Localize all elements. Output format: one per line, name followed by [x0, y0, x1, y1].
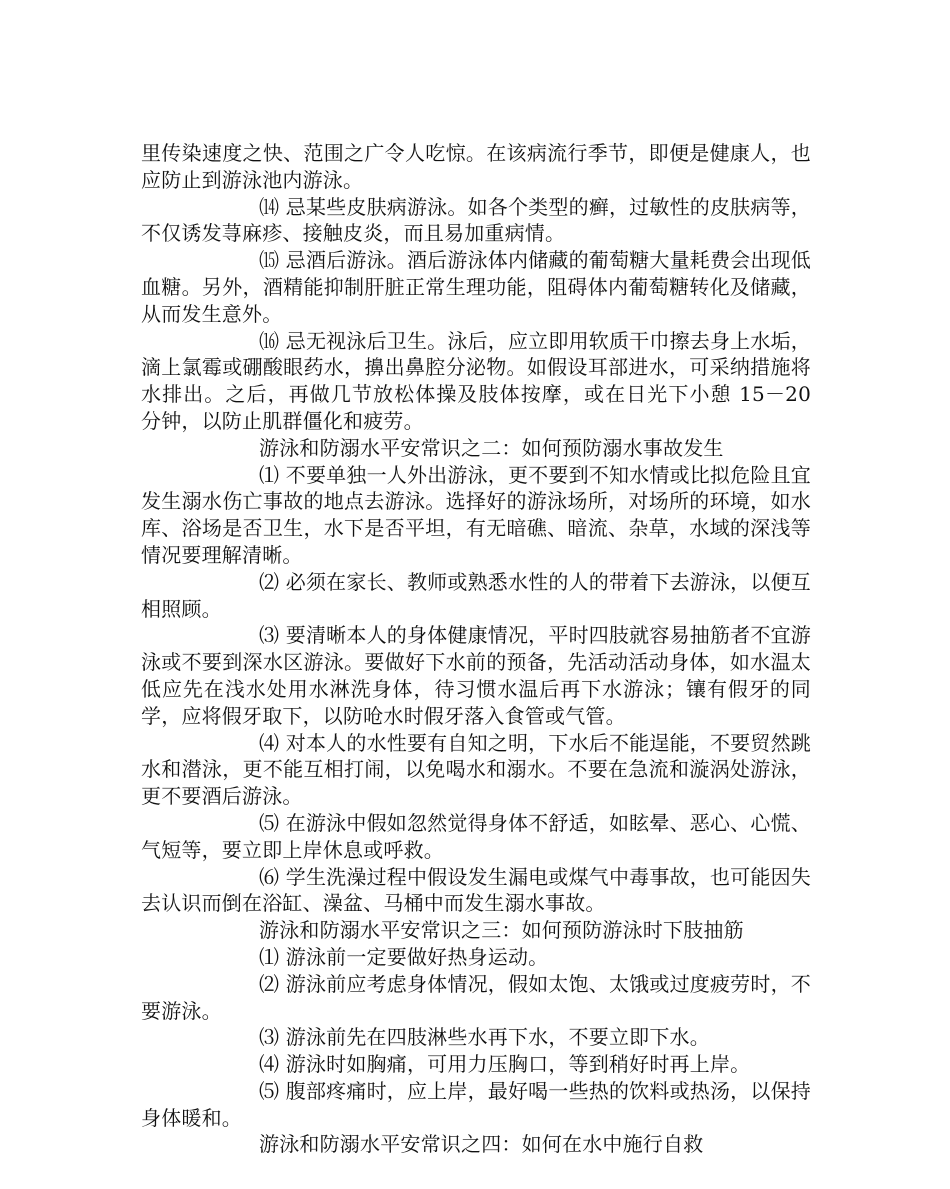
paragraph: ⒂ 忌酒后游泳。酒后游泳体内储藏的葡萄糖大量耗费会出现低血糖。另外，酒精能抑制肝脏正常生理功能，阻碍体内葡萄糖转化及储藏，从而发生意外。	[141, 248, 811, 326]
paragraph: ⑷ 对本人的水性要有自知之明，下水后不能逞能，不要贸然跳水和潜泳，更不能互相打闹，以免喝水和溺水。不要在急流和漩涡处游泳，更不要酒后游泳。	[141, 730, 811, 809]
section-heading: 游泳和防溺水平安常识之三：如何预防游泳时下肢抽筋	[259, 918, 744, 943]
paragraph: ⑴ 游泳前一定要做好热身运动。	[259, 944, 549, 969]
paragraph: ⒃ 忌无视泳后卫生。泳后，应立即用软质干巾擦去身上水垢，滴上氯霉或硼酸眼药水，擤出鼻腔分泌物。如假设耳部进水，可采纳措施将水排出。之后，再做几节放松体操及肢体按摩，或在日光下小憩 15－20 分钟，以防止肌群僵化和疲劳。	[141, 328, 811, 433]
paragraph: ⑴ 不要单独一人外出游泳，更不要到不知水情或比拟危险且宜发生溺水伤亡事故的地点去游泳。选择好的游泳场所，对场所的环境，如水库、浴场是否卫生，水下是否平坦，有无暗礁、暗流、杂草，水域的深浅等情况要理解清晰。	[141, 462, 811, 567]
paragraph: ⑵ 游泳前应考虑身体情况，假如太饱、太饿或过度疲劳时，不要游泳。	[141, 971, 811, 1023]
paragraph: ⑸ 腹部疼痛时，应上岸，最好喝一些热的饮料或热汤，以保持身体暖和。	[141, 1078, 811, 1130]
document-body	[141, 140, 811, 1158]
section-heading: 游泳和防溺水平安常识之四：如何在水中施行自救	[259, 1132, 704, 1157]
paragraph: 里传染速度之快、范围之广令人吃惊。在该病流行季节，即便是健康人，也应防止到游泳池内游泳。	[141, 141, 811, 192]
paragraph: ⑶ 要清晰本人的身体健康情况，平时四肢就容易抽筋者不宜游泳或不要到深水区游泳。要做好下水前的预备，先活动活动身体，如水温太低应先在浅水处用水淋洗身体，待习惯水温后再下水游泳；镶有假牙的同学，应将假牙取下，以防呛水时假牙落入食管或气管。	[141, 623, 811, 728]
paragraph: ⒁ 忌某些皮肤病游泳。如各个类型的癣，过敏性的皮肤病等，不仅诱发荨麻疹、接触皮炎，而且易加重病情。	[141, 194, 811, 246]
paragraph: ⑶ 游泳前先在四肢淋些水再下水，不要立即下水。	[259, 1025, 710, 1050]
paragraph: ⑸ 在游泳中假如忽然觉得身体不舒适，如眩晕、恶心、心慌、气短等，要立即上岸休息或呼救。	[141, 810, 811, 862]
paragraph: ⑷ 游泳时如胸痛，可用力压胸口，等到稍好时再上岸。	[259, 1052, 751, 1077]
paragraph: ⑵ 必须在家长、教师或熟悉水性的人的带着下去游泳，以便互相照顾。	[141, 569, 811, 621]
section-heading: 游泳和防溺水平安常识之二：如何预防溺水事故发生	[259, 435, 724, 460]
paragraph: ⑹ 学生洗澡过程中假设发生漏电或煤气中毒事故，也可能因失去认识而倒在浴缸、澡盆、马桶中而发生溺水事故。	[141, 864, 811, 916]
